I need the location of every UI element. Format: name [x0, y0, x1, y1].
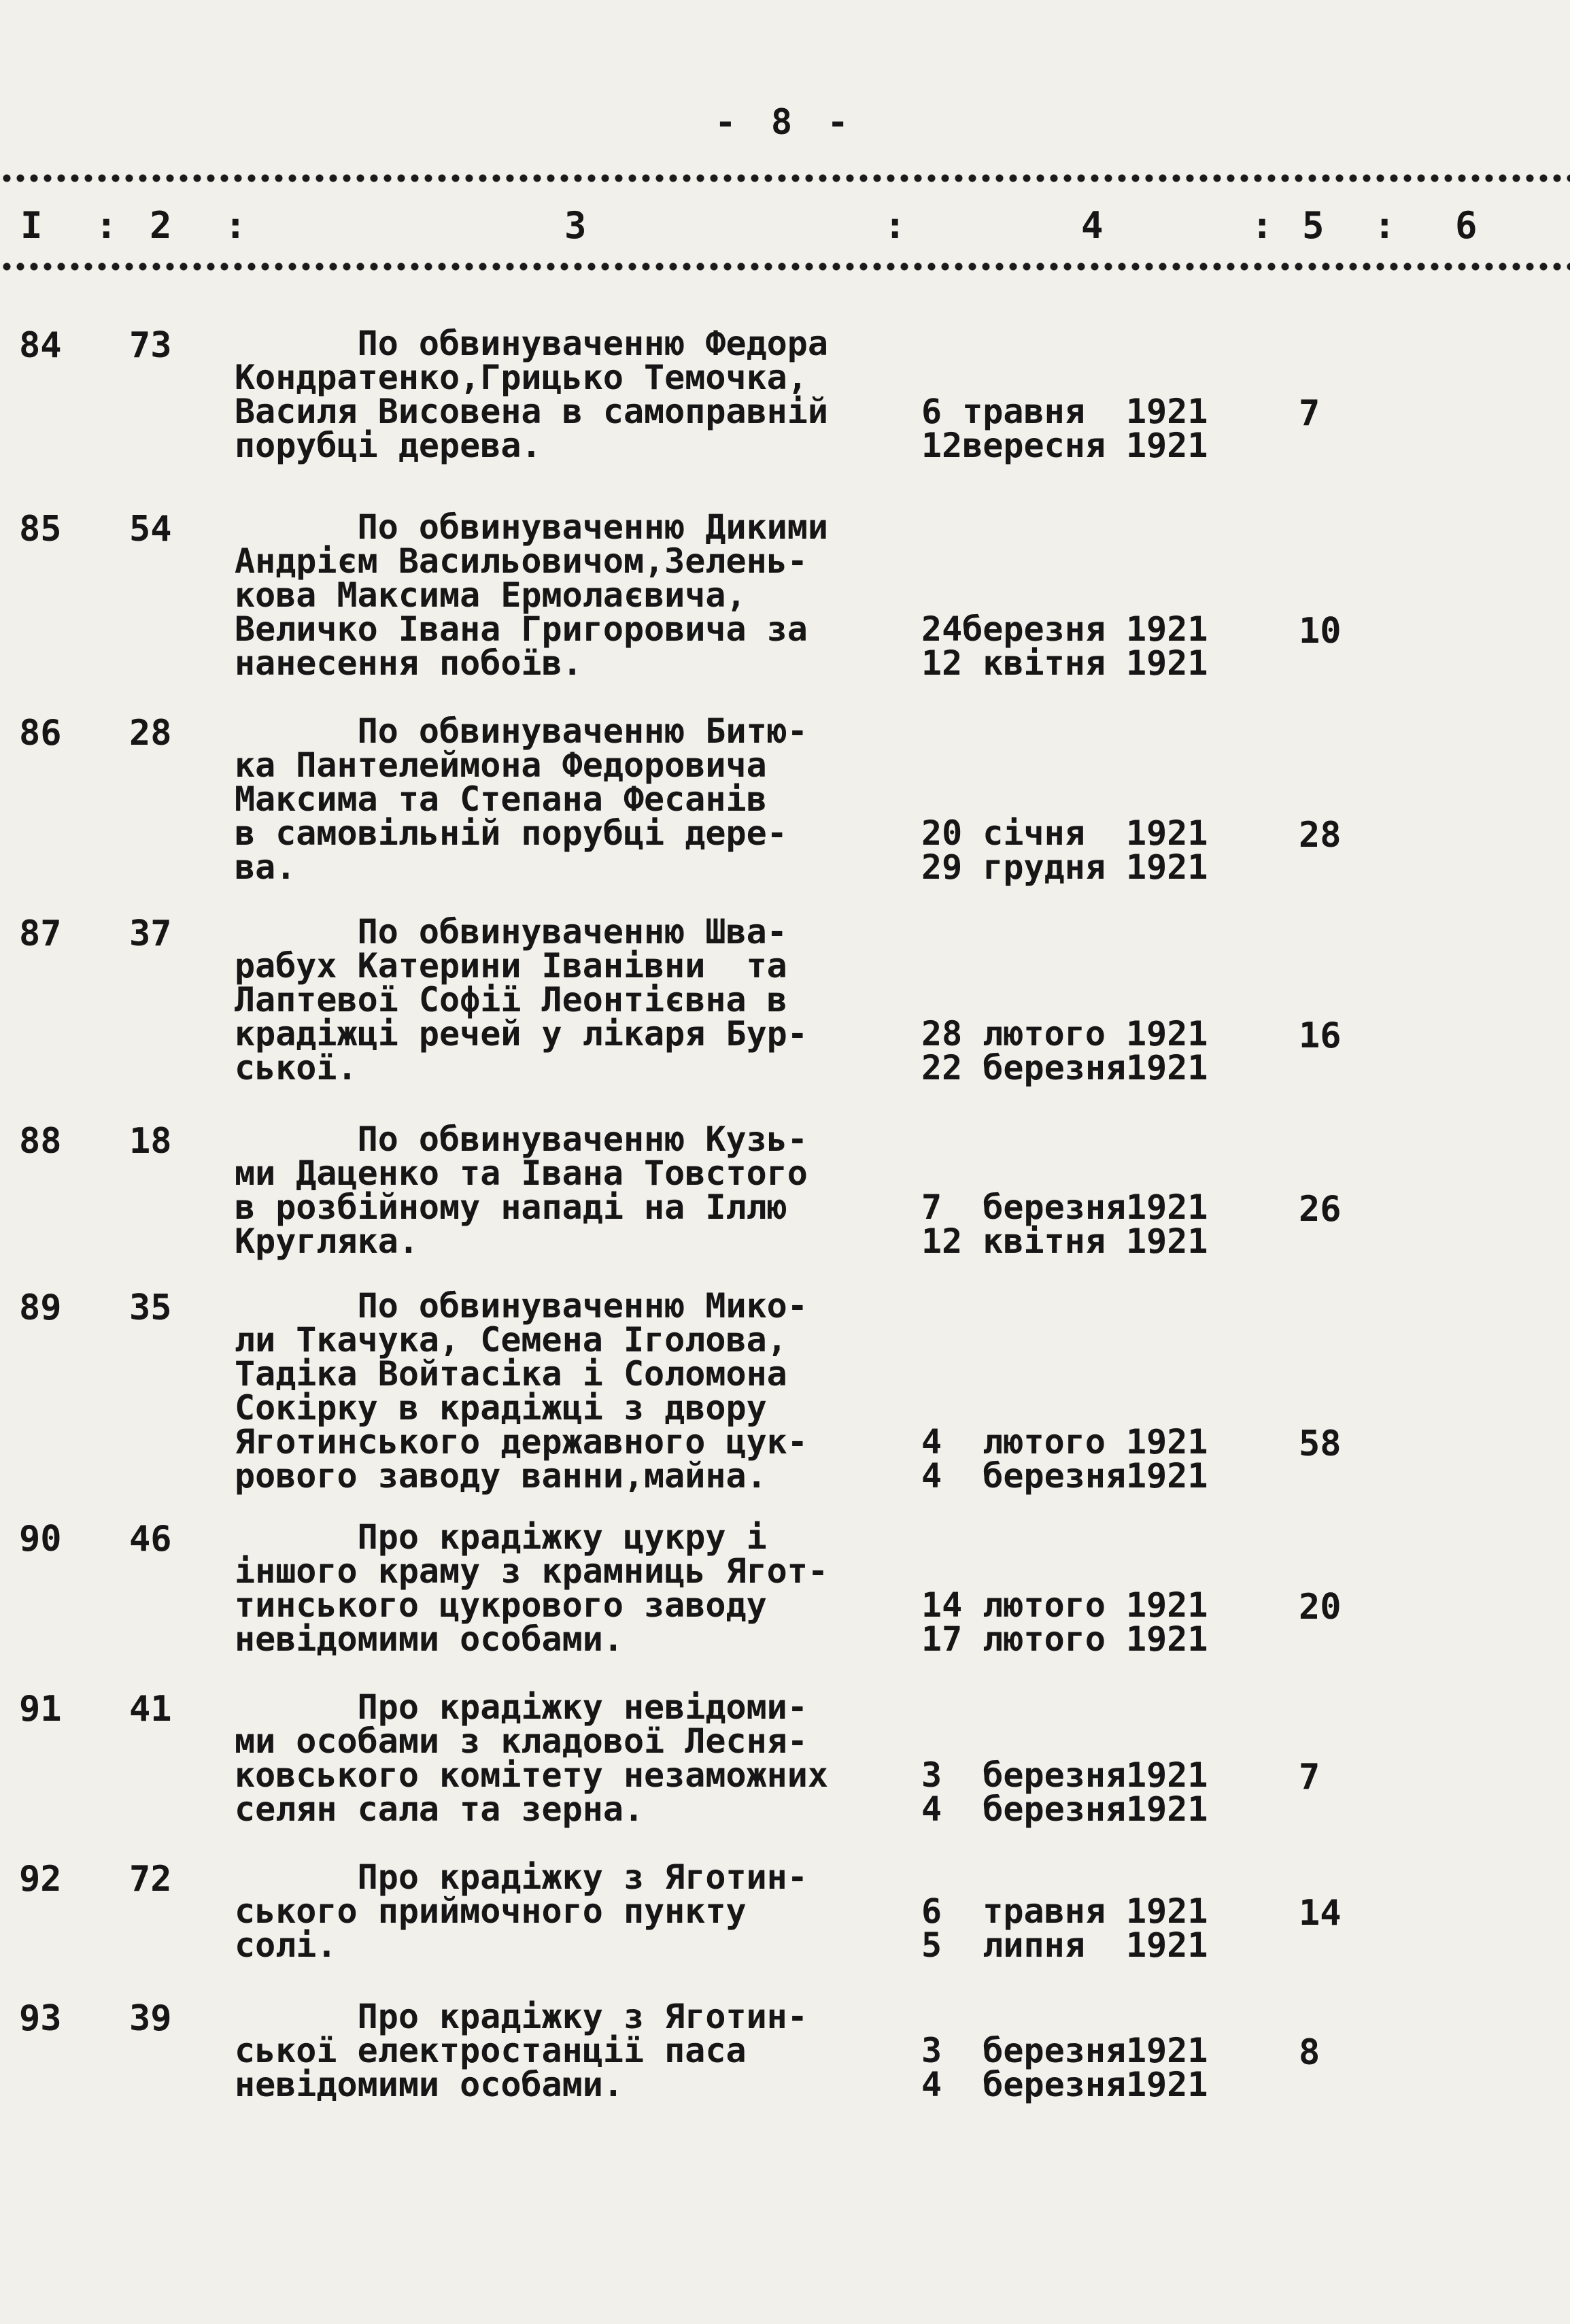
case-dates [921, 1755, 1248, 1829]
case-number: 72 [129, 1859, 172, 1900]
column-header: I [20, 204, 43, 247]
start-date: 20 січня 1921 [921, 813, 1208, 853]
case-description [235, 507, 901, 683]
description-line: солі. [235, 1925, 337, 1965]
end-date: 4 березня1921 [921, 1789, 1208, 1829]
start-date: 6 травня 1921 [921, 1891, 1208, 1931]
description-line: ми особами з кладової Лесня- [235, 1721, 808, 1761]
row-number: 91 [19, 1689, 62, 1730]
case-dates [921, 392, 1248, 465]
case-number: 18 [129, 1121, 172, 1162]
start-date: 3 березня1921 [921, 1755, 1208, 1795]
description-line: Кондратенко,Грицько Темочка, [235, 358, 808, 397]
sheet-count: 7 [1299, 393, 1320, 434]
case-description [235, 1997, 901, 2104]
sheet-count: 20 [1299, 1587, 1342, 1628]
end-date: 5 липня 1921 [921, 1925, 1208, 1965]
description-line: ської. [235, 1048, 358, 1088]
column-header: 2 [150, 204, 172, 247]
description-line: Тадіка Войтасіка і Соломона [235, 1354, 787, 1394]
sheet-count: 10 [1299, 611, 1342, 652]
case-description [235, 1517, 901, 1659]
case-dates [921, 2031, 1248, 2104]
case-description [235, 1286, 901, 1496]
end-date: 22 березня1921 [921, 1048, 1208, 1088]
start-date: 7 березня1921 [921, 1188, 1208, 1227]
description-line: невідомими особами. [235, 2065, 624, 2104]
description-line: тинського цукрового заводу [235, 1585, 767, 1625]
description-line: Про крадіжку з Яготин- [235, 1857, 808, 1897]
case-number: 54 [129, 509, 172, 550]
case-number: 28 [129, 713, 172, 754]
description-line: ми Даценко та Івана Товстого [235, 1153, 808, 1193]
case-number: 41 [129, 1689, 172, 1730]
start-date: 14 лютого 1921 [921, 1585, 1208, 1625]
description-line: Сокірку в крадіжці з двору [235, 1388, 767, 1428]
description-line: Василя Висовена в самоправній [235, 392, 828, 431]
case-number: 46 [129, 1519, 172, 1560]
end-date: 12 квітня 1921 [921, 1222, 1208, 1261]
top-dotted-rule [0, 173, 1570, 183]
column-separator: : [884, 204, 906, 247]
description-line: невідомими особами. [235, 1619, 624, 1659]
case-number: 35 [129, 1287, 172, 1328]
case-dates [921, 1014, 1248, 1088]
sheet-count: 7 [1299, 1757, 1320, 1798]
sheet-count: 16 [1299, 1015, 1342, 1056]
sheet-count: 28 [1299, 815, 1342, 856]
description-line: іншого краму з крамниць Ягот- [235, 1551, 828, 1591]
description-line: По обвинуваченню Дикими [235, 507, 828, 547]
end-date: 4 березня1921 [921, 2065, 1208, 2104]
description-line: селян сала та зерна. [235, 1789, 645, 1829]
case-description [235, 1687, 901, 1829]
description-line: в розбійному нападі на Іллю [235, 1188, 787, 1227]
case-dates [921, 813, 1248, 887]
description-line: Яготинського державного цук- [235, 1422, 808, 1462]
case-description [235, 1857, 901, 1965]
description-line: рабух Катерини Іванівни та [235, 946, 787, 986]
case-dates [921, 1422, 1248, 1496]
column-separator: : [1251, 204, 1274, 247]
description-line: ли Ткачука, Семена Іголова, [235, 1320, 787, 1360]
end-date: 12вересня 1921 [921, 426, 1208, 465]
description-line: ської електростанції паса [235, 2031, 747, 2070]
case-dates [921, 1891, 1248, 1965]
end-date: 17 лютого 1921 [921, 1619, 1208, 1659]
description-line: Андрієм Васильовичом,Зелень- [235, 541, 808, 581]
description-line: в самовільній порубці дере- [235, 813, 787, 853]
description-line: рового заводу ванни,майна. [235, 1456, 767, 1496]
row-number: 85 [19, 509, 62, 550]
sheet-count: 26 [1299, 1189, 1342, 1230]
column-header-row [0, 204, 1570, 252]
case-dates [921, 1188, 1248, 1261]
description-line: По обвинуваченню Мико- [235, 1286, 808, 1326]
case-number: 37 [129, 913, 172, 954]
description-line: Величко Івана Григоровича за [235, 609, 808, 649]
description-line: ва. [235, 847, 296, 887]
start-date: 24березня 1921 [921, 609, 1208, 649]
description-line: Кругляка. [235, 1222, 419, 1261]
row-number: 93 [19, 1998, 62, 2039]
description-line: порубці дерева. [235, 426, 542, 465]
case-dates [921, 1585, 1248, 1659]
case-number: 39 [129, 1998, 172, 2039]
description-line: Про крадіжку невідоми- [235, 1687, 808, 1727]
start-date: 3 березня1921 [921, 2031, 1208, 2070]
description-line: ського приймочного пункту [235, 1891, 747, 1931]
sheet-count: 8 [1299, 2032, 1320, 2073]
description-line: По обвинуваченню Шва- [235, 912, 787, 952]
bottom-dotted-rule [0, 262, 1570, 271]
case-description [235, 1119, 901, 1261]
description-line: Максима та Степана Фесанів [235, 779, 767, 819]
column-separator: : [224, 204, 247, 247]
description-line: По обвинуваченню Кузь- [235, 1119, 808, 1159]
case-number: 73 [129, 325, 172, 366]
description-line: Про крадіжку з Яготин- [235, 1997, 808, 2036]
description-line: нанесення побоїв. [235, 643, 583, 683]
row-number: 89 [19, 1287, 62, 1328]
end-date: 29 грудня 1921 [921, 847, 1208, 887]
column-separator: : [1373, 204, 1396, 247]
column-header: 3 [564, 204, 587, 247]
description-line: кова Максима Ермолаєвича, [235, 575, 747, 615]
column-header: 4 [1081, 204, 1104, 247]
description-line: ка Пантелеймона Федоровича [235, 745, 767, 785]
end-date: 12 квітня 1921 [921, 643, 1208, 683]
column-header: 5 [1302, 204, 1325, 247]
sheet-count: 58 [1299, 1424, 1342, 1464]
row-number: 87 [19, 913, 62, 954]
description-line: крадіжці речей у лікаря Бур- [235, 1014, 808, 1054]
description-line: ковського комітету незаможних [235, 1755, 828, 1795]
case-description [235, 912, 901, 1088]
start-date: 4 лютого 1921 [921, 1422, 1208, 1462]
description-line: По обвинуваченню Битю- [235, 711, 808, 751]
start-date: 6 травня 1921 [921, 392, 1208, 431]
description-line: Про крадіжку цукру і [235, 1517, 767, 1557]
column-separator: : [95, 204, 118, 247]
description-line: По обвинуваченню Федора [235, 324, 828, 363]
row-number: 90 [19, 1519, 62, 1560]
description-line: Лаптевої Софії Леонтієвна в [235, 980, 787, 1020]
end-date: 4 березня1921 [921, 1456, 1208, 1496]
start-date: 28 лютого 1921 [921, 1014, 1208, 1054]
row-number: 92 [19, 1859, 62, 1900]
sheet-count: 14 [1299, 1893, 1342, 1934]
row-number: 86 [19, 713, 62, 754]
row-number: 88 [19, 1121, 62, 1162]
page-number: - 8 - [715, 102, 855, 143]
case-description [235, 324, 901, 465]
row-number: 84 [19, 325, 62, 366]
column-header: 6 [1455, 204, 1478, 247]
case-description [235, 711, 901, 887]
case-dates [921, 609, 1248, 683]
